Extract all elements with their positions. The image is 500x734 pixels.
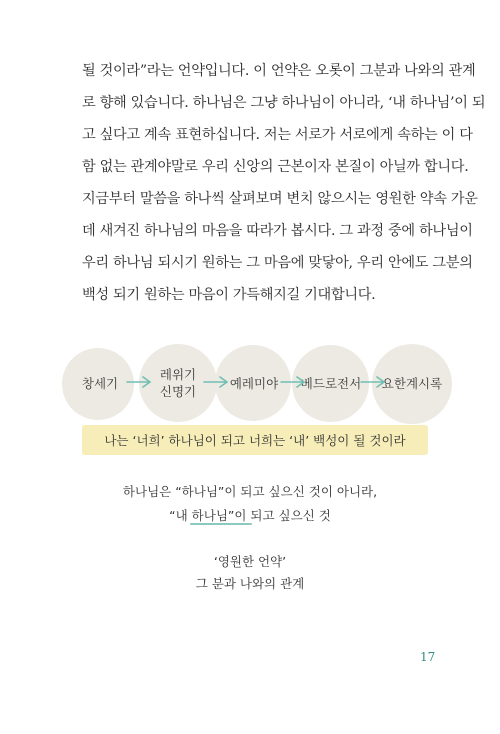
paragraph-2-line: 백성 되기 원하는 마음이 가득해지길 기대합니다. (82, 287, 376, 303)
note-line-1: 하나님은 “하나님”이 되고 싶으신 것이 아니라, (122, 484, 378, 499)
note-line-4: 그 분과 나와의 관계 (195, 576, 305, 591)
paragraph-1-line: 로 향해 있습니다. 하나님은 그냥 하나님이 아니라, ‘내 하나님’이 되 (82, 95, 486, 111)
step-label-revelation: 요한계시록 (381, 376, 443, 391)
note-line-2: “내 하나님”이 되고 싶으신 것 (169, 508, 331, 523)
step-label-jeremiah: 예레미야 (229, 376, 279, 391)
step-label-leviticus-deuteronomy: 레위기 신명기 (159, 367, 197, 399)
arrow-right-icon (360, 376, 386, 388)
step-label-genesis: 창세기 (81, 376, 119, 391)
page-number: 17 (420, 650, 436, 664)
paragraph-1-line: 될 것이라”라는 언약입니다. 이 언약은 오롯이 그분과 나와의 관계 (82, 63, 476, 79)
paragraph-1-line: 함 없는 관계야말로 우리 신앙의 근본이자 본질이 아닐까 합니다. (82, 159, 469, 175)
note-line-3: ‘영원한 언약’ (213, 554, 287, 569)
paragraph-1-line: 고 싶다고 계속 표현하십니다. 저는 서로가 서로에게 속하는 이 다 (82, 127, 473, 143)
paragraph-2-line: 지금부터 말씀을 하나씩 살펴보며 변치 않으시는 영원한 약속 가운 (82, 191, 478, 207)
covenant-banner (82, 425, 428, 455)
paragraph-2-line: 우리 하나님 되시기 원하는 그 마음에 맞닿아, 우리 안에도 그분의 (82, 255, 473, 271)
covenant-banner-text: 나는 ‘너희’ 하나님이 되고 너희는 ‘내’ 백성이 될 것이라 (104, 433, 406, 448)
paragraph-2-line: 데 새겨진 하나님의 마음을 따라가 봅시다. 그 과정 중에 하나님이 (82, 223, 473, 239)
arrow-right-icon (280, 376, 306, 388)
arrow-right-icon (126, 376, 152, 388)
arrow-right-icon (203, 376, 229, 388)
note-underline (190, 523, 252, 525)
step-label-1-peter: 베드로전서 (300, 376, 362, 391)
